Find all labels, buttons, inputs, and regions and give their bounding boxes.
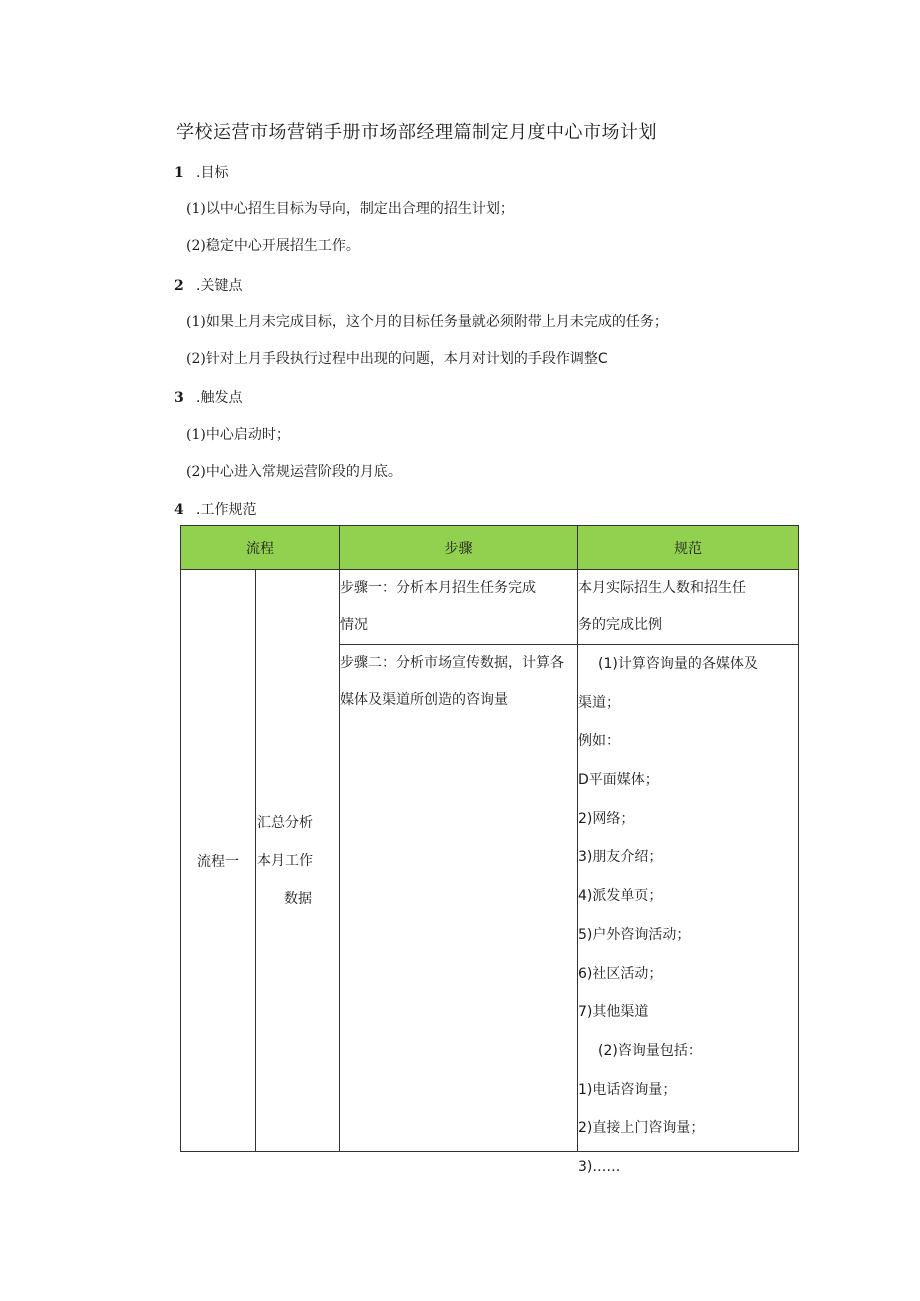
item-number: (1) — [186, 201, 206, 217]
section-heading-1 — [174, 162, 228, 182]
item-number: (2) — [186, 351, 206, 367]
spec-line: D平面媒体； — [578, 772, 659, 789]
step-1-cell — [340, 570, 578, 645]
header-process: 流程 — [181, 526, 340, 570]
spec-2-lines — [578, 645, 798, 1175]
section-heading-3 — [174, 387, 242, 407]
step-2-cell — [340, 645, 578, 1152]
step-line: 步骤二：分析市场宣传数据，计算各 — [340, 655, 564, 671]
section-heading-2 — [174, 275, 242, 295]
process-name: 流程一 — [181, 570, 256, 1152]
spec-line: 6)社区活动； — [578, 965, 663, 982]
item-number: (1) — [186, 314, 206, 330]
spec-2-cell — [578, 645, 799, 1175]
spec-line: (2)咨询量包括： — [598, 1042, 702, 1059]
section-heading-4 — [174, 499, 256, 519]
list-item — [186, 311, 668, 331]
summary-line: 数据 — [284, 890, 312, 907]
list-item — [186, 235, 360, 255]
section-label: .目标 — [196, 165, 229, 181]
section-number: 1 — [174, 165, 184, 181]
spec-line: 渠道； — [578, 694, 620, 711]
item-text: 针对上月手段执行过程中出现的问题，本月对计划的手段作调整C — [205, 351, 608, 367]
item-text: 中心启动时； — [205, 427, 290, 443]
header-steps: 步骤 — [340, 526, 578, 570]
header-spec: 规范 — [578, 526, 799, 570]
step-line: 媒体及渠道所创造的咨询量 — [340, 692, 508, 708]
item-text: 以中心招生目标为导向，制定出合理的招生计划； — [205, 201, 514, 217]
spec-line: 7)其他渠道 — [578, 1004, 649, 1021]
summary-line: 汇总分析 — [257, 814, 313, 831]
item-text: 中心进入常规运营阶段的月底。 — [205, 464, 402, 480]
section-label: .工作规范 — [196, 502, 257, 518]
section-label: .触发点 — [196, 390, 243, 406]
item-number: (1) — [186, 427, 206, 443]
spec-line: 例如： — [578, 733, 620, 750]
section-number: 3 — [174, 390, 184, 406]
list-item — [186, 348, 608, 368]
list-item — [186, 198, 514, 218]
item-number: (2) — [186, 238, 206, 254]
doc-title: 学校运营市场营销手册市场部经理篇制定月度中心市场计划 — [176, 122, 657, 143]
step-line: 情况 — [340, 617, 368, 633]
spec-line: 5)户外咨询活动； — [578, 926, 691, 943]
spec-line: 3)…… — [578, 1158, 621, 1175]
list-item — [186, 461, 402, 481]
spec-line: 务的完成比例 — [578, 617, 662, 633]
spec-line: 1)电话咨询量； — [578, 1081, 677, 1098]
spec-line: 2)直接上门咨询量； — [578, 1120, 705, 1137]
item-text: 如果上月未完成目标，这个月的目标任务量就必须附带上月未完成的任务； — [205, 314, 668, 330]
section-label: .关键点 — [196, 278, 243, 294]
section-number: 4 — [174, 502, 184, 518]
spec-line: 4)派发单页； — [578, 888, 663, 905]
spec-line: (1)计算咨询量的各媒体及 — [598, 656, 758, 672]
step-line: 步骤一：分析本月招生任务完成 — [340, 580, 536, 596]
spec-1-cell — [578, 570, 799, 645]
table-header-row — [181, 526, 799, 570]
spec-line: 2)网络； — [578, 810, 635, 827]
spec-line: 本月实际招生人数和招生任 — [578, 580, 746, 596]
work-spec-table — [180, 525, 799, 1175]
table-row — [181, 570, 799, 645]
section-number: 2 — [174, 278, 184, 294]
item-number: (2) — [186, 464, 206, 480]
summary-cell — [256, 570, 340, 1152]
summary-line: 本月工作 — [257, 852, 313, 869]
item-text: 稳定中心开展招生工作。 — [205, 238, 360, 254]
list-item — [186, 424, 290, 444]
spec-line: 3)朋友介绍； — [578, 849, 663, 866]
